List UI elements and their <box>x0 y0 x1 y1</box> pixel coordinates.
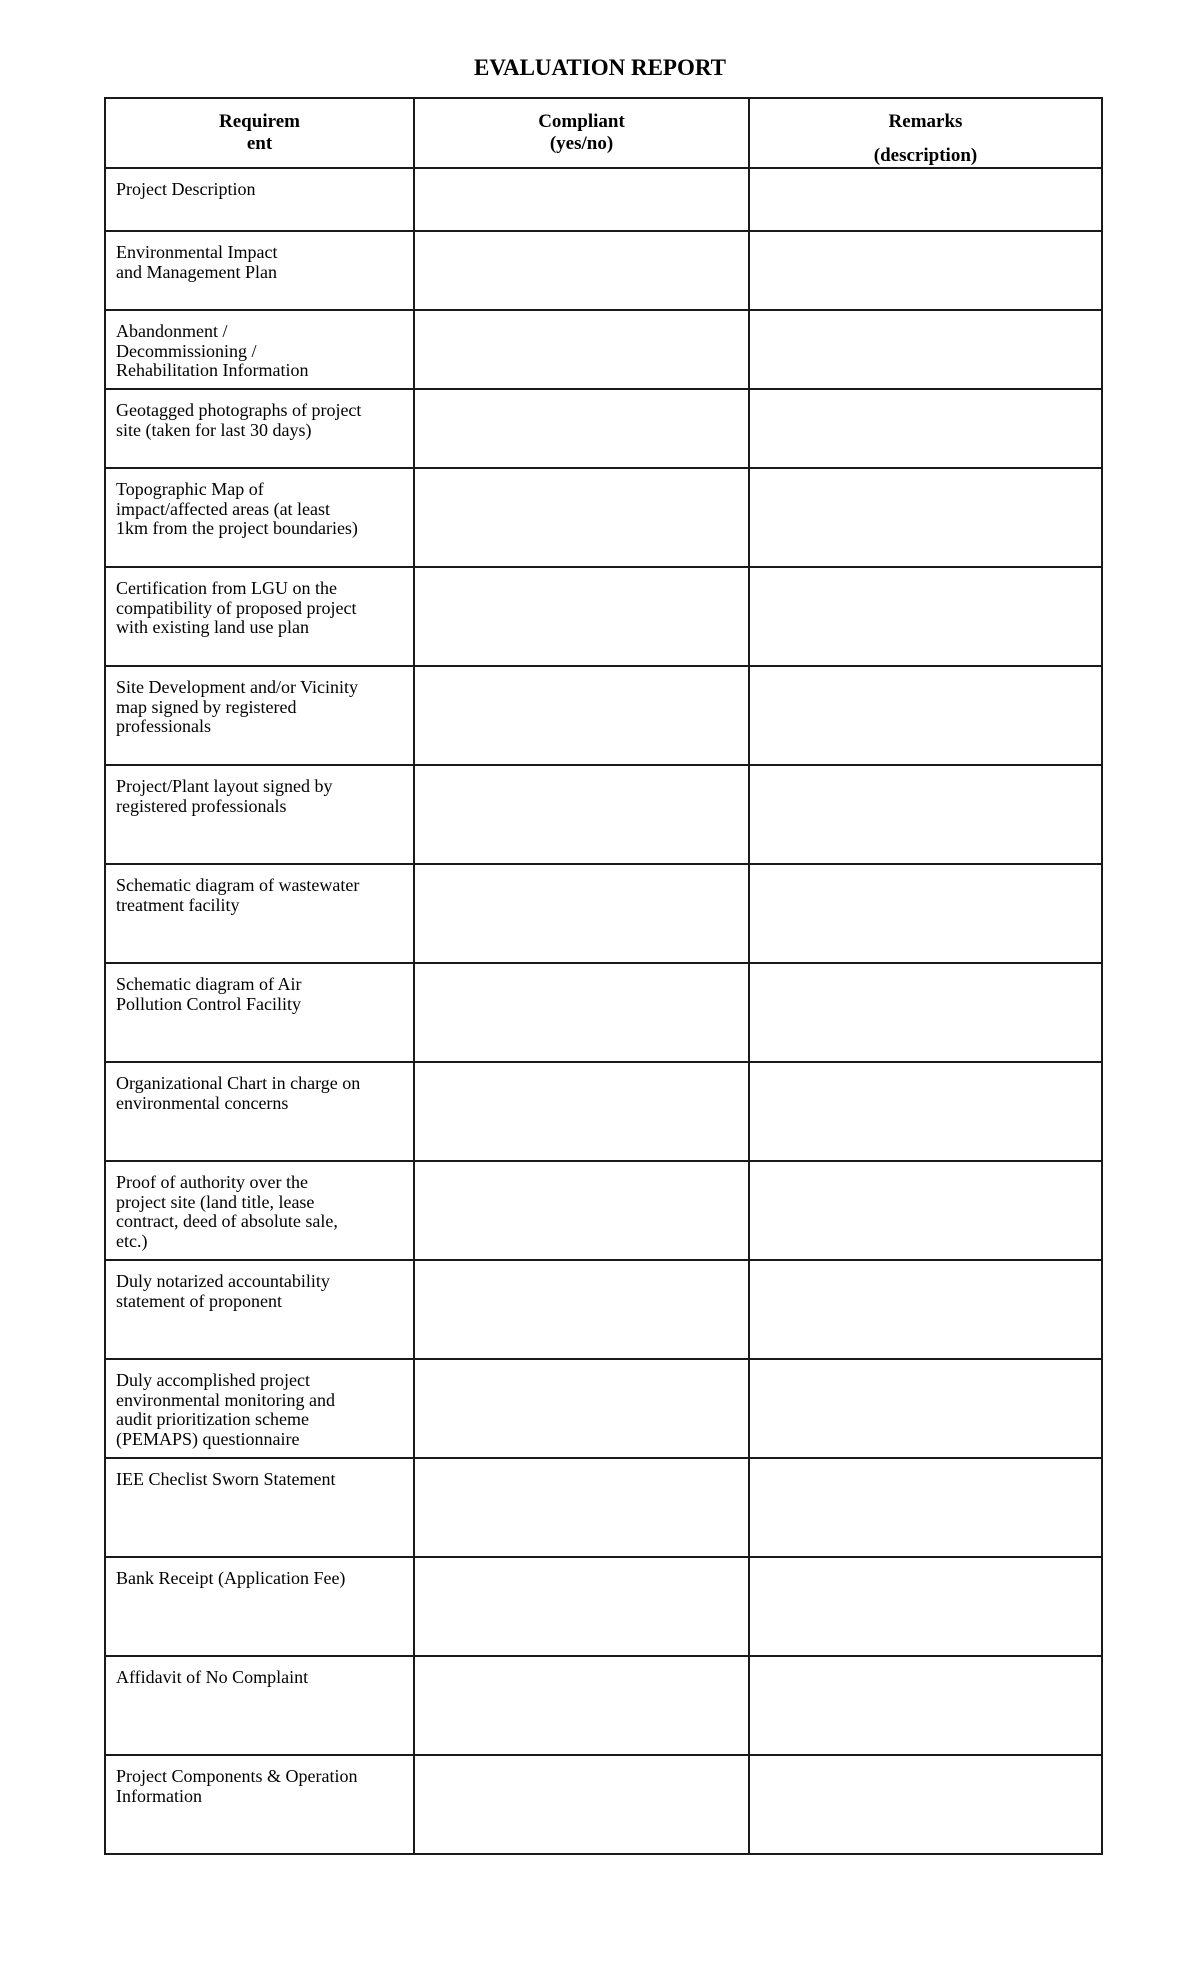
requirement-line: treatment facility <box>116 894 240 915</box>
remarks-cell <box>749 1755 1102 1854</box>
compliant-cell <box>414 1458 749 1557</box>
requirement-cell <box>105 567 414 666</box>
requirement-cell <box>105 963 414 1062</box>
table-row <box>105 468 1102 567</box>
compliant-cell <box>414 864 749 963</box>
compliant-cell <box>414 1260 749 1359</box>
remarks-cell <box>749 1557 1102 1656</box>
evaluation-table <box>104 97 1103 1855</box>
requirement-cell <box>105 864 414 963</box>
compliant-cell <box>414 1062 749 1161</box>
requirement-line: Duly accomplished project <box>116 1370 310 1390</box>
requirement-line: project site (land title, lease <box>116 1191 315 1212</box>
table-row <box>105 666 1102 765</box>
remarks-cell <box>749 864 1102 963</box>
compliant-cell <box>414 1359 749 1458</box>
header-compliant-line: Compliant <box>538 111 625 132</box>
requirement-line: IEE Checlist Sworn Statement <box>116 1469 336 1489</box>
compliant-cell <box>414 468 749 567</box>
requirement-cell <box>105 1359 414 1458</box>
table-row <box>105 765 1102 864</box>
table-header-row <box>105 98 1102 168</box>
remarks-cell <box>749 389 1102 468</box>
remarks-cell <box>749 765 1102 864</box>
remarks-cell <box>749 1062 1102 1161</box>
table-row <box>105 1458 1102 1557</box>
remarks-cell <box>749 666 1102 765</box>
table-row <box>105 567 1102 666</box>
requirement-line: Schematic diagram of Air <box>116 974 302 994</box>
requirement-line: contract, deed of absolute sale, <box>116 1211 338 1231</box>
requirement-cell <box>105 1062 414 1161</box>
table-row <box>105 963 1102 1062</box>
requirement-line: Schematic diagram of wastewater <box>116 875 360 895</box>
requirement-line: environmental concerns <box>116 1092 289 1113</box>
compliant-cell <box>414 310 749 389</box>
requirement-line: Rehabilitation Information <box>116 360 309 380</box>
table-row <box>105 1062 1102 1161</box>
requirement-cell <box>105 1161 414 1260</box>
requirement-line: etc.) <box>116 1230 148 1251</box>
compliant-cell <box>414 231 749 310</box>
requirement-cell <box>105 231 414 310</box>
table-row <box>105 168 1102 231</box>
requirement-line: professionals <box>116 716 211 736</box>
header-compliant-line: (yes/no) <box>549 133 614 154</box>
table-row <box>105 1161 1102 1260</box>
remarks-cell <box>749 168 1102 231</box>
requirement-line: registered professionals <box>116 795 287 816</box>
requirement-line: Pollution Control Facility <box>116 993 302 1014</box>
requirement-line: Affidavit of No Complaint <box>116 1667 309 1687</box>
requirement-line: and Management Plan <box>116 261 277 282</box>
compliant-cell <box>414 389 749 468</box>
requirement-line: impact/affected areas (at least <box>116 498 331 519</box>
header-requirement <box>105 98 414 168</box>
remarks-cell <box>749 1458 1102 1557</box>
header-remarks-line: (description) <box>873 145 978 166</box>
requirement-line: statement of proponent <box>116 1290 282 1311</box>
requirement-cell <box>105 1755 414 1854</box>
header-remarks-line: Remarks <box>888 111 963 132</box>
header-requirement-line: ent <box>246 133 273 154</box>
requirement-cell <box>105 389 414 468</box>
remarks-cell <box>749 1260 1102 1359</box>
table-row <box>105 1557 1102 1656</box>
compliant-cell <box>414 1557 749 1656</box>
requirement-cell <box>105 1557 414 1656</box>
table-body <box>105 168 1102 1854</box>
requirement-line: compatibility of proposed project <box>116 597 357 618</box>
requirement-line: site (taken for last 30 days) <box>116 419 312 440</box>
requirement-line: 1km from the project boundaries) <box>116 518 358 538</box>
remarks-cell <box>749 1359 1102 1458</box>
requirement-line: Duly notarized accountability <box>116 1271 330 1291</box>
requirement-line: Abandonment / <box>116 321 228 341</box>
requirement-line: Environmental Impact <box>116 242 278 262</box>
table-row <box>105 1359 1102 1458</box>
requirement-line: Information <box>116 1785 202 1806</box>
requirement-line: Organizational Chart in charge on <box>116 1073 361 1093</box>
requirement-line: Decommissioning / <box>116 340 257 361</box>
table-row <box>105 310 1102 389</box>
remarks-cell <box>749 310 1102 389</box>
compliant-cell <box>414 765 749 864</box>
header-remarks <box>749 98 1102 168</box>
table-row <box>105 1656 1102 1755</box>
requirement-cell <box>105 1656 414 1755</box>
requirement-line: Certification from LGU on the <box>116 578 337 598</box>
requirement-line: Bank Receipt (Application Fee) <box>116 1568 346 1588</box>
remarks-cell <box>749 1161 1102 1260</box>
requirement-line: Project Components & Operation <box>116 1766 358 1786</box>
requirement-cell <box>105 1260 414 1359</box>
table-row <box>105 864 1102 963</box>
compliant-cell <box>414 963 749 1062</box>
table-row <box>105 389 1102 468</box>
table-row <box>105 231 1102 310</box>
remarks-cell <box>749 963 1102 1062</box>
requirement-line: map signed by registered <box>116 696 297 717</box>
requirement-line: Project Description <box>116 179 256 199</box>
table-row <box>105 1260 1102 1359</box>
requirement-line: Project/Plant layout signed by <box>116 776 333 796</box>
remarks-cell <box>749 468 1102 567</box>
requirement-line: environmental monitoring and <box>116 1389 335 1410</box>
requirement-cell <box>105 468 414 567</box>
compliant-cell <box>414 168 749 231</box>
requirement-line: (PEMAPS) questionnaire <box>116 1428 300 1449</box>
remarks-cell <box>749 567 1102 666</box>
page-title: EVALUATION REPORT <box>473 55 727 80</box>
requirement-line: Site Development and/or Vicinity <box>116 677 359 697</box>
requirement-line: audit prioritization scheme <box>116 1409 309 1429</box>
compliant-cell <box>414 666 749 765</box>
requirement-line: Topographic Map of <box>116 479 264 499</box>
compliant-cell <box>414 1755 749 1854</box>
compliant-cell <box>414 1656 749 1755</box>
header-compliant <box>414 98 749 168</box>
requirement-line: Proof of authority over the <box>116 1172 308 1192</box>
requirement-cell <box>105 666 414 765</box>
requirement-cell <box>105 310 414 389</box>
compliant-cell <box>414 1161 749 1260</box>
requirement-line: Geotagged photographs of project <box>116 400 362 420</box>
remarks-cell <box>749 1656 1102 1755</box>
compliant-cell <box>414 567 749 666</box>
table-row <box>105 1755 1102 1854</box>
requirement-cell <box>105 168 414 231</box>
requirement-cell <box>105 765 414 864</box>
requirement-cell <box>105 1458 414 1557</box>
requirement-line: with existing land use plan <box>116 617 309 637</box>
remarks-cell <box>749 231 1102 310</box>
header-requirement-line: Requirem <box>219 111 300 132</box>
